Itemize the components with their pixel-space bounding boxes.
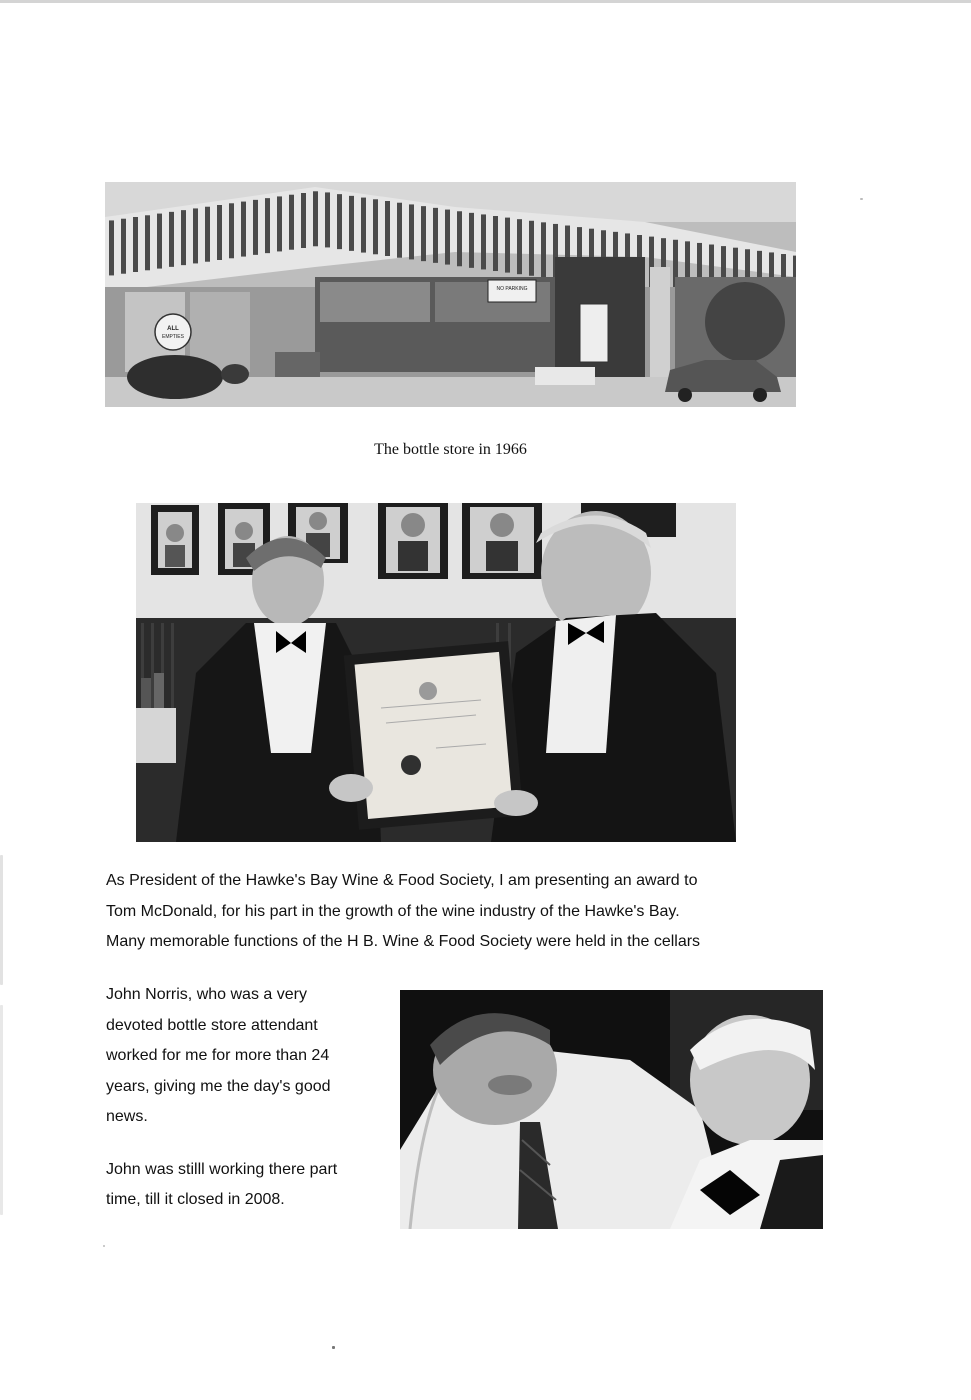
roof-stripe — [529, 221, 534, 276]
scan-speck — [332, 1346, 335, 1349]
roof-stripe — [493, 216, 498, 271]
roof-stripe — [433, 208, 438, 263]
award-presentation-photo — [136, 503, 736, 842]
roof-stripe — [265, 198, 270, 253]
roof-stripe — [121, 219, 126, 274]
roof-stripe — [157, 214, 162, 269]
roof-stripe — [181, 210, 186, 265]
roof-stripe — [373, 199, 378, 254]
all-empties-sign-line2: EMPTIES — [162, 334, 184, 340]
john-norris-text — [106, 980, 396, 1216]
all-empties-sign-line1: ALL — [167, 326, 179, 332]
roof-stripe — [469, 213, 474, 268]
bottle-store-photo — [105, 182, 796, 407]
roof-stripe — [193, 208, 198, 263]
roof-stripe — [133, 217, 138, 272]
roof-stripe — [217, 205, 222, 260]
roof-stripe — [325, 192, 330, 247]
roof-stripe — [301, 193, 306, 248]
top-border — [0, 0, 971, 3]
scan-speck — [860, 198, 863, 200]
no-parking-sign: NO PARKING — [496, 286, 528, 292]
roof-stripe — [397, 203, 402, 258]
roof-stripe — [253, 200, 258, 255]
scan-edge-mark — [0, 855, 3, 985]
roof-stripe — [289, 195, 294, 250]
norris-line-5: news. — [106, 1108, 148, 1125]
roof-stripe — [505, 218, 510, 273]
roof-stripe — [313, 191, 318, 246]
roof-stripe — [349, 196, 354, 251]
norris-line-2: devoted bottle store attendant — [106, 1016, 318, 1034]
award-description — [106, 866, 826, 958]
roof-stripe — [517, 219, 522, 274]
norris-line-3: worked for me for more than 24 — [106, 1047, 330, 1064]
roof-stripe — [109, 220, 114, 275]
roof-stripe — [169, 212, 174, 267]
bottle-store-caption: The bottle store in 1966 — [374, 441, 527, 458]
norris-line-7: time, till it closed in 2008. — [106, 1191, 285, 1208]
roof-stripe — [229, 203, 234, 258]
roof-stripe — [409, 204, 414, 259]
roof-stripe — [385, 201, 390, 256]
roof-stripe — [205, 207, 210, 262]
award-line-1: As President of the Hawke's Bay Wine & Food Society, I am presenting an award to — [106, 872, 698, 889]
roof-stripe — [457, 211, 462, 266]
norris-line-6: John was stilll working there part — [106, 1160, 338, 1178]
roof-stripe — [337, 194, 342, 249]
award-line-3: Many memorable functions of the H B. Wine & Food Society were held in the cellars — [106, 933, 701, 950]
scan-speck — [103, 1245, 105, 1247]
john-norris-photo — [400, 990, 823, 1229]
paragraph-gap — [106, 1133, 396, 1155]
roof-stripe — [421, 206, 426, 261]
norris-line-1: John Norris, who was a very — [106, 986, 307, 1003]
roof-stripe — [277, 196, 282, 251]
roof-stripe — [145, 215, 150, 270]
roof-stripe — [361, 198, 366, 253]
norris-line-4: years, giving me the day's good — [106, 1077, 331, 1095]
roof-stripe — [241, 202, 246, 257]
roof-stripe — [541, 222, 546, 277]
award-line-2: Tom McDonald, for his part in the growth of the wine industry of the Hawke's Bay. — [106, 902, 680, 920]
roof-stripe — [445, 210, 450, 265]
roof-stripe — [481, 214, 486, 269]
scan-edge-mark — [0, 1005, 3, 1215]
